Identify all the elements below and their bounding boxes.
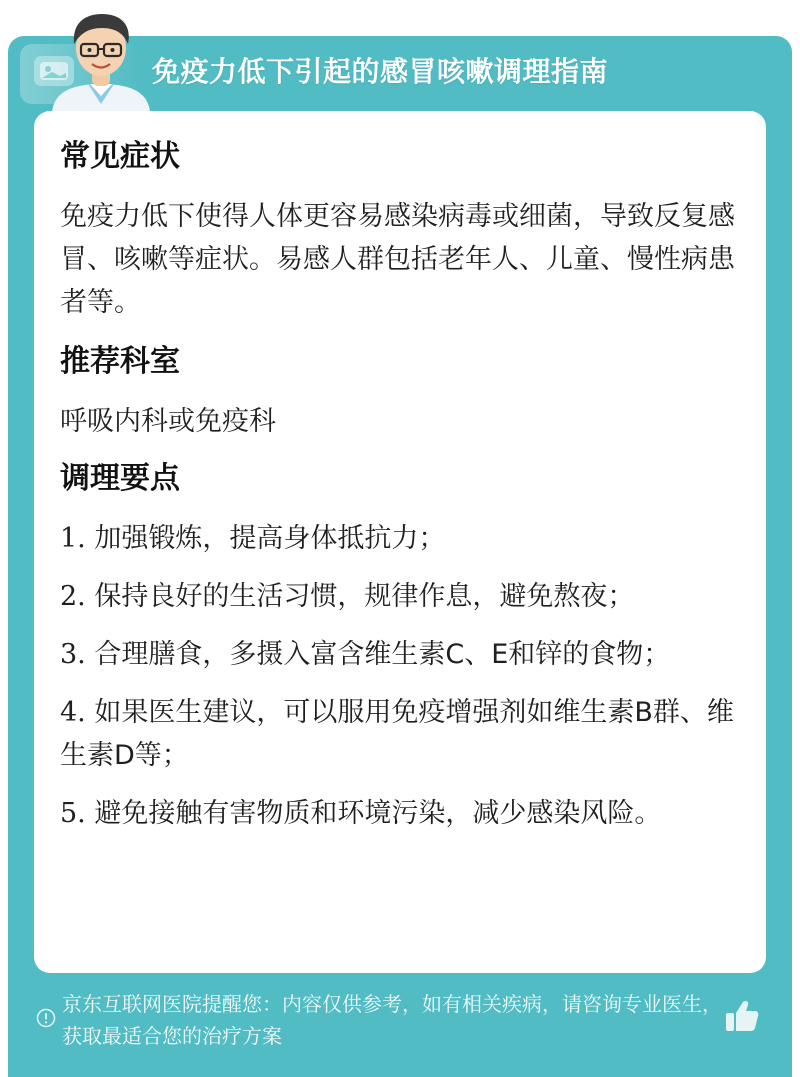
- care-tip-text: 避免接触有害物质和环境污染，减少感染风险。: [94, 798, 662, 829]
- symptoms-heading: 常见症状: [60, 139, 180, 174]
- care-tip: [60, 792, 740, 835]
- footer-disclaimer: 京东互联网医院提醒您：内容仅供参考，如有相关疾病，请咨询专业医生，获取最适合您的治疗方案: [62, 992, 722, 1048]
- department-text: 呼吸内科或免疫科: [60, 406, 276, 437]
- care-tip-number: 1.: [60, 523, 86, 554]
- footer: [36, 988, 736, 1058]
- info-icon: [36, 1008, 56, 1028]
- care-tip-number: 5.: [60, 798, 86, 829]
- thumbs-up-icon[interactable]: [722, 996, 762, 1036]
- care-tip-number: 3.: [60, 639, 86, 670]
- care-tip: [60, 575, 740, 618]
- care-tip: [60, 517, 740, 560]
- care-tip-text: 保持良好的生活习惯，规律作息，避免熬夜；: [94, 581, 635, 612]
- care-tip: [60, 691, 740, 777]
- care-tip-number: 2.: [60, 581, 86, 612]
- content-card: [34, 111, 766, 973]
- care-tip-text: 加强锻炼，提高身体抵抗力；: [94, 523, 446, 554]
- care-heading: 调理要点: [60, 461, 180, 496]
- care-tip-number: 4.: [60, 697, 86, 728]
- care-tip: [60, 633, 740, 676]
- department-heading: 推荐科室: [60, 344, 180, 379]
- care-tip-text: 合理膳食，多摄入富含维生素C、E和锌的食物；: [94, 639, 671, 670]
- page-title: 免疫力低下引起的感冒咳嗽调理指南: [152, 55, 609, 88]
- symptoms-text: 免疫力低下使得人体更容易感染病毒或细菌，导致反复感冒、咳嗽等症状。易感人群包括老年人、儿童、慢性病患者等。: [60, 201, 735, 318]
- care-tip-text: 如果医生建议，可以服用免疫增强剂如维生素B群、维生素D等；: [60, 697, 734, 771]
- doctor-avatar: [46, 4, 156, 112]
